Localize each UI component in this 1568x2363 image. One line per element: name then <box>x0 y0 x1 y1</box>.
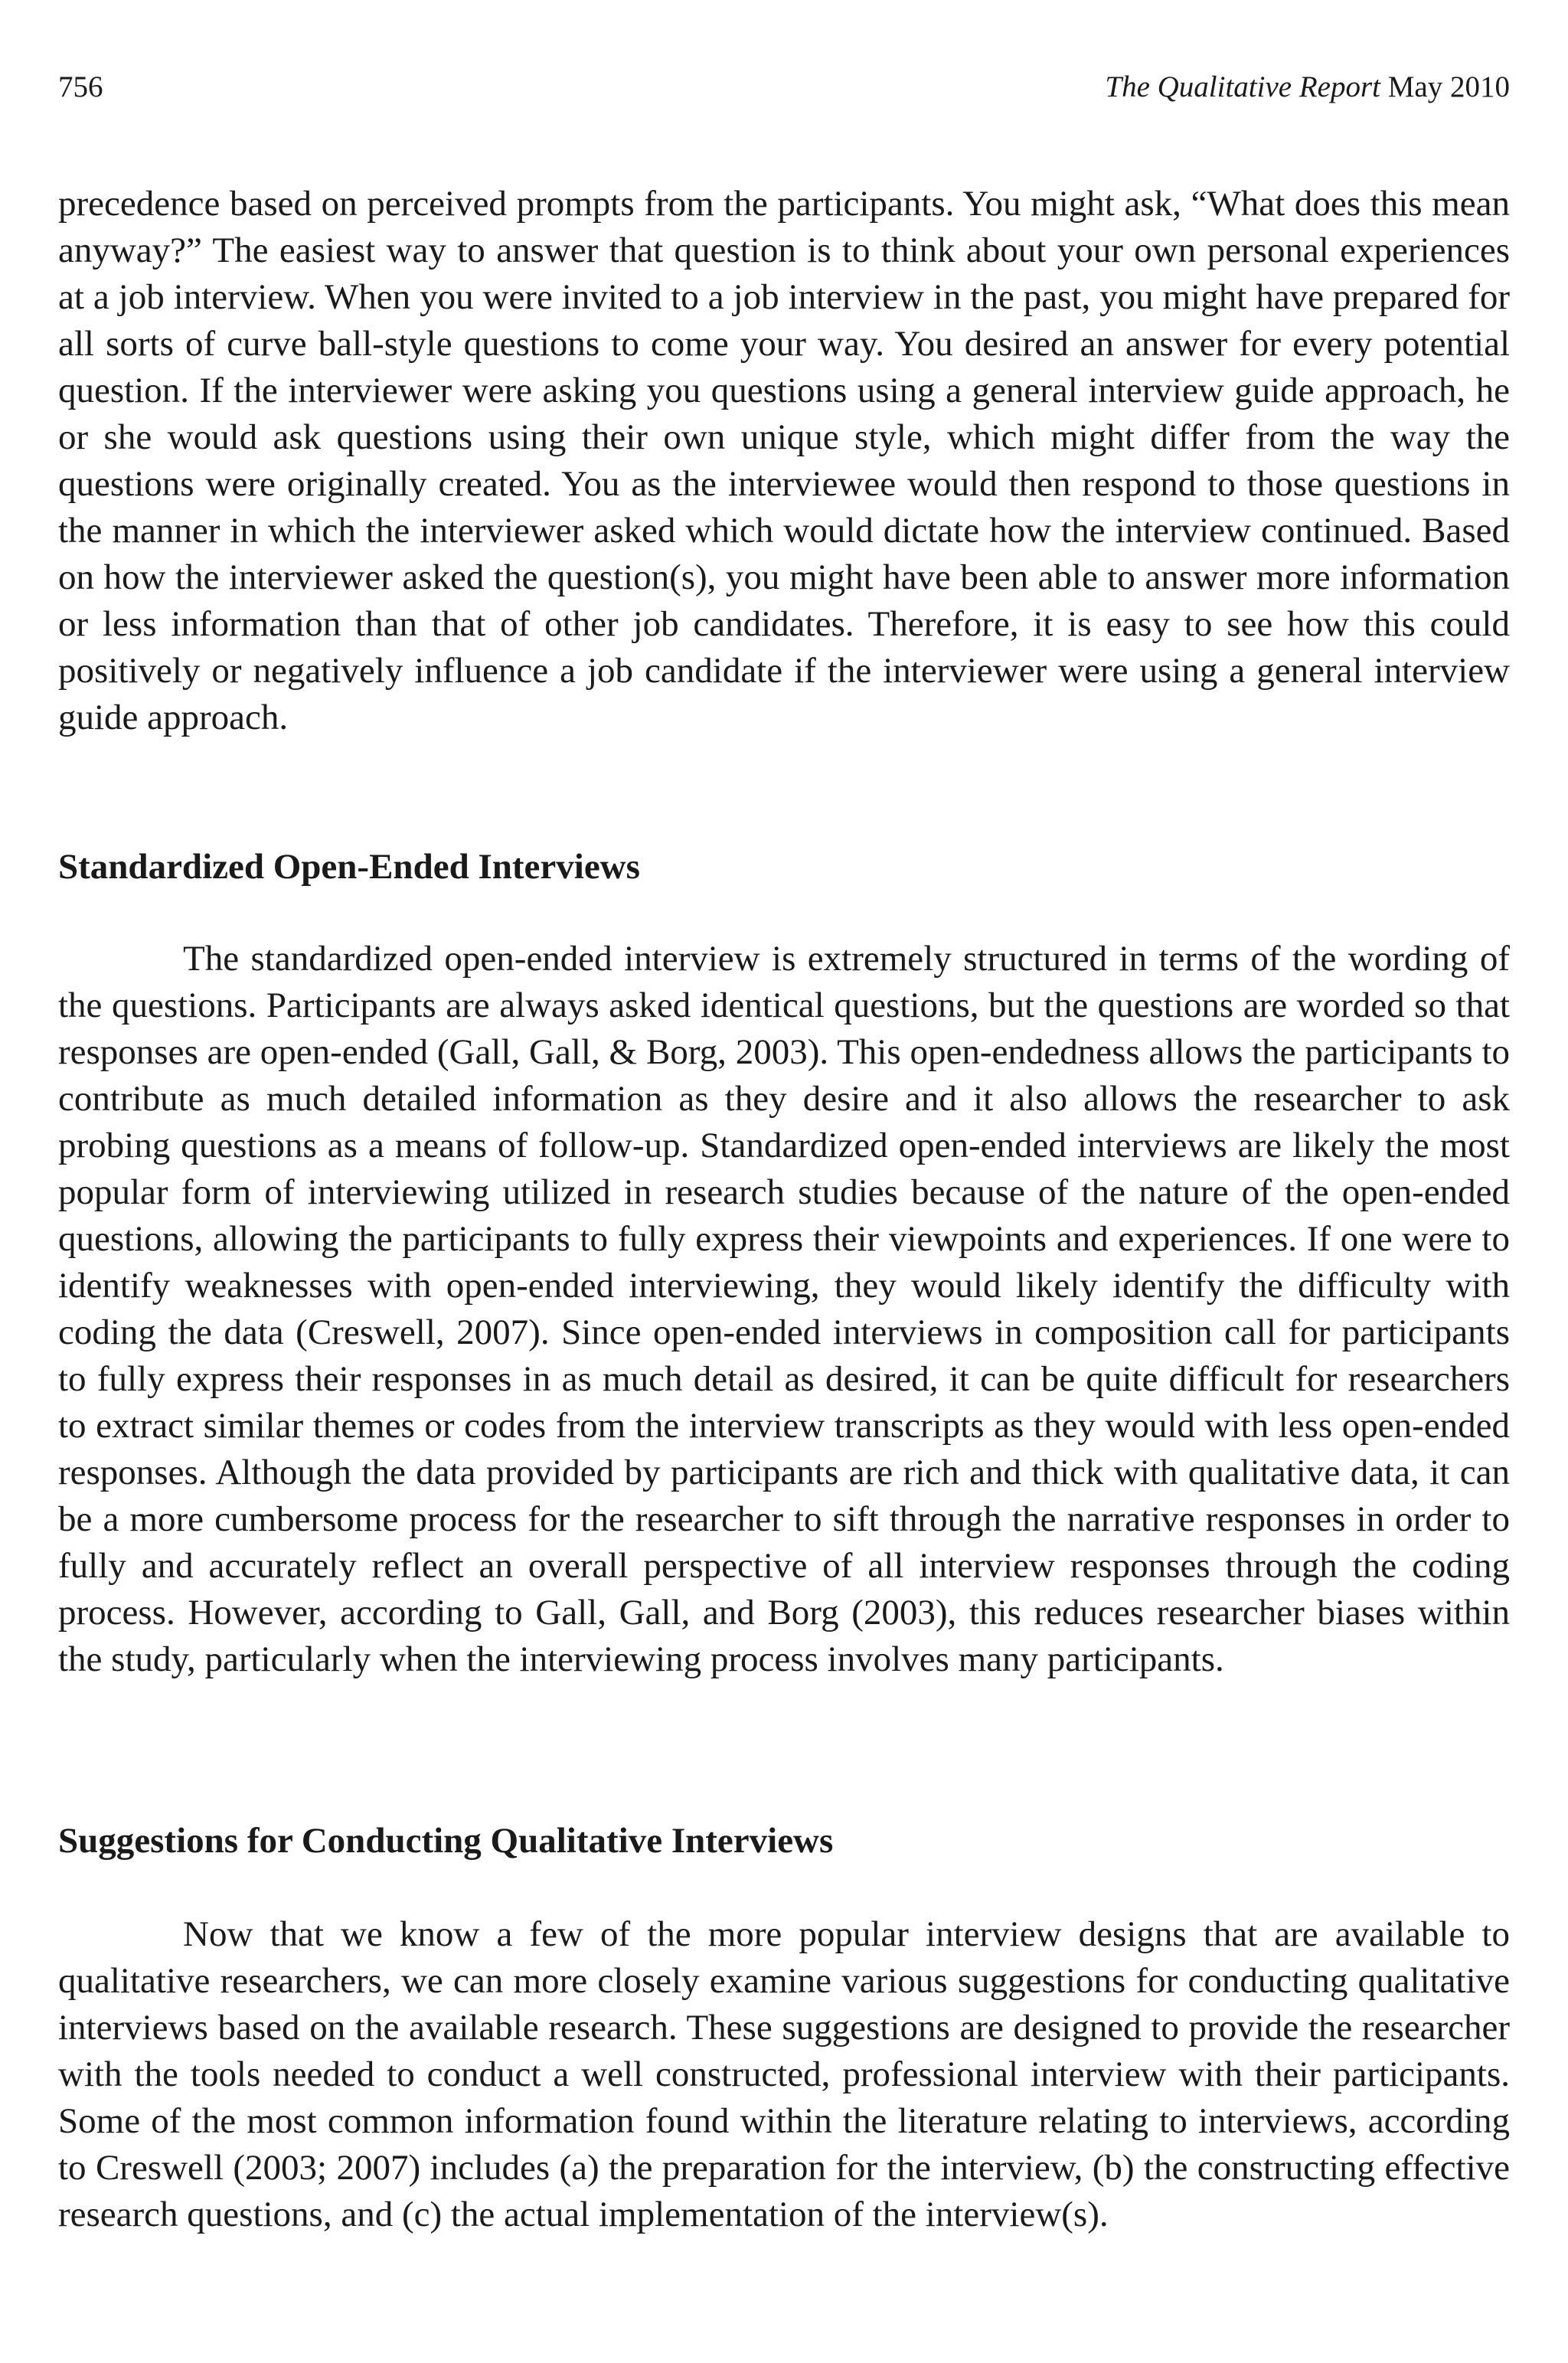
standardized-paragraph-block <box>58 936 1510 1683</box>
suggestions-paragraph-block <box>58 1911 1510 2238</box>
paragraph-suggestions: Now that we know a few of the more popular interview designs that are available to qualitative researchers, we can more closely examine various suggestions for conducting qualitative interviews based on the available research. These suggestions are designed to provide the researcher with the tools needed to conduct a well constructed, professional interview with their participants. Some of the most common information found within the literature relating to interviews, according to Creswell (2003; 2007) includes (a) the preparation for the interview, (b) the constructing effective research questions, and (c) the actual implementation of the interview(s). <box>58 1914 1510 2234</box>
page-number: 756 <box>58 70 103 103</box>
paragraph-continued: precedence based on perceived prompts from the participants. You might ask, “What does this mean anyway?” The easiest way to answer that question is to think about your own personal experiences at a job interview. When you were invited to a job interview in the past, you might have prepared for all sorts of curve ball-style questions to come your way. You desired an answer for every potential question. If the interviewer were asking you questions using a general interview guide approach, he or she would ask questions using their own unique style, which might differ from the way the questions were originally created. You as the interviewee would then respond to those questions in the manner in which the interviewer asked which would dictate how the interview continued. Based on how the interviewer asked the question(s), you might have been able to answer more information or less information than that of other job candidates. Therefore, it is easy to see how this could positively or negatively influence a job candidate if the interviewer were using a general interview guide approach. <box>58 184 1510 737</box>
continued-paragraph-block <box>58 181 1510 741</box>
issue-date: May 2010 <box>1387 70 1510 103</box>
section-heading-standardized: Standardized Open-Ended Interviews <box>58 847 640 887</box>
section-heading-suggestions: Suggestions for Conducting Qualitative Interviews <box>58 1821 834 1861</box>
paragraph-standardized: The standardized open-ended interview is extremely structured in terms of the wording of the questions. Participants are always asked identical questions, but the questions are worded so that responses are open-ended (Gall, Gall, & Borg, 2003). This open-endedness allows the participants to contribute as much detailed information as they desire and it also allows the researcher to ask probing questions as a means of follow-up. Standardized open-ended interviews are likely the most popular form of interviewing utilized in research studies because of the nature of the open-ended questions, allowing the participants to fully express their viewpoints and experiences. If one were to identify weaknesses with open-ended interviewing, they would likely identify the difficulty with coding the data (Creswell, 2007). Since open-ended interviews in composition call for participants to fully express their responses in as much detail as desired, it can be quite difficult for researchers to extract similar themes or codes from the interview transcripts as they would with less open-ended responses. Although the data provided by participants are rich and thick with qualitative data, it can be a more cumbersome process for the researcher to sift through the narrative responses in order to fully and accurately reflect an overall perspective of all interview responses through the coding process. However, according to Gall, Gall, and Borg (2003), this reduces researcher biases within the study, particularly when the interviewing process involves many participants. <box>58 939 1510 1679</box>
page-header <box>58 64 1510 110</box>
journal-title: The Qualitative Report <box>1105 70 1380 103</box>
running-head <box>1105 64 1510 110</box>
